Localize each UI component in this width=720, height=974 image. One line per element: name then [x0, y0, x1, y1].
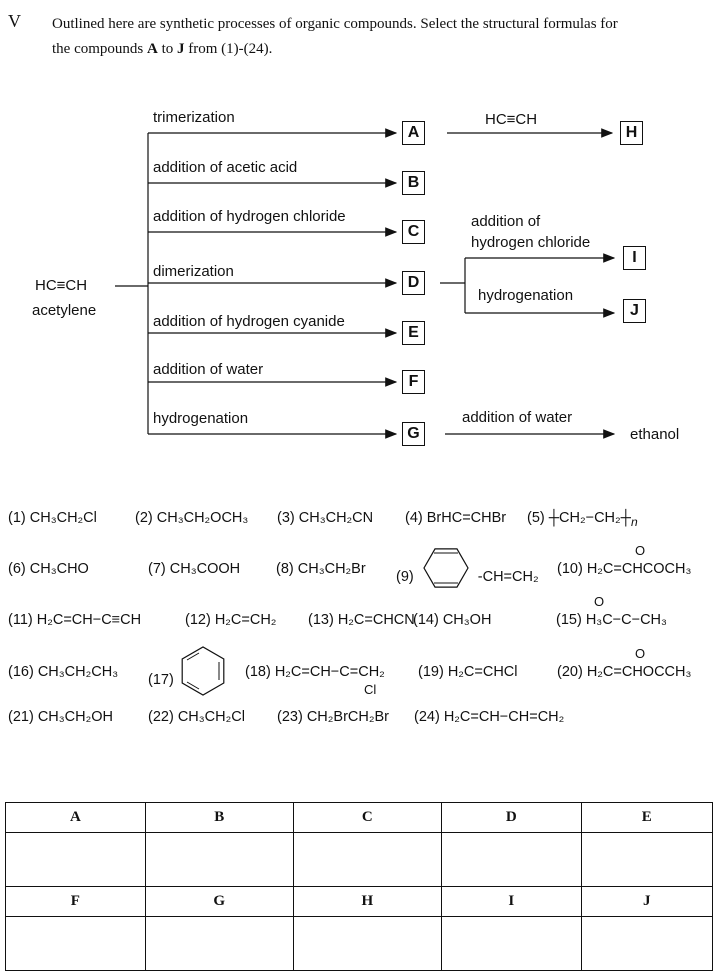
- diagram-lines: [0, 0, 720, 460]
- compound-4: [405, 510, 506, 526]
- d-to-i-label: addition of: [471, 213, 541, 230]
- compound-number: (14): [413, 612, 439, 628]
- benzene-ring-icon: [418, 543, 478, 593]
- branch-label: hydrogenation: [153, 410, 249, 427]
- compound-formula: CH₃CHO: [29, 561, 89, 577]
- compound-number: (22): [148, 709, 174, 725]
- compound-15: [556, 594, 667, 628]
- compound-number: (16): [8, 664, 34, 680]
- compound-2: [135, 510, 248, 526]
- a-to-h-label: HC≡CH: [485, 111, 538, 128]
- header-B: B: [145, 803, 293, 833]
- header-C: C: [293, 803, 441, 833]
- compound-number: (11): [8, 612, 33, 628]
- benzene-ring-icon: [178, 646, 228, 696]
- compound-formula: CH₂−CH₂: [559, 510, 621, 526]
- compound-3: [277, 510, 373, 526]
- compound-18: [245, 664, 385, 697]
- compound-number: (17): [148, 671, 174, 688]
- compound-number: (20): [557, 664, 583, 680]
- d-to-j-label: hydrogenation: [478, 287, 574, 304]
- header-D: D: [441, 803, 581, 833]
- compound-13: [308, 612, 415, 628]
- box-C: C: [402, 220, 425, 244]
- header-F: F: [6, 887, 146, 917]
- header-E: E: [581, 803, 712, 833]
- question-text-line1: Outlined here are synthetic processes of organic compounds. Select the structural formulas for: [52, 16, 618, 32]
- box-F: F: [402, 370, 425, 394]
- compound-21: [8, 709, 113, 725]
- compound-formula: H₂C=CH−C≡CH: [36, 612, 142, 628]
- compound-formula: CH₃OH: [442, 612, 492, 628]
- ethanol-product: ethanol: [630, 426, 680, 443]
- compound-14: [413, 612, 491, 628]
- compound-12: [185, 612, 276, 628]
- compound-formula: CH₃CH₂OCH₃: [156, 510, 249, 526]
- compound-6: [8, 561, 89, 577]
- compound-number: (5): [527, 510, 545, 526]
- repeat-subscript: n: [630, 514, 638, 529]
- carbonyl-oxygen: O: [635, 543, 646, 558]
- compound-10: [557, 543, 692, 577]
- header-H: H: [293, 887, 441, 917]
- compound-11: [8, 612, 141, 628]
- compound-formula: CH₃CH₂Br: [297, 561, 366, 577]
- compound-formula: BrHC=CHBr: [426, 510, 507, 526]
- compound-number: (13): [308, 612, 334, 628]
- bracket-icon: ┼: [548, 510, 560, 526]
- compound-17: [148, 664, 228, 696]
- answer-cell-E[interactable]: [581, 833, 712, 887]
- start-formula: HC≡CH: [35, 277, 88, 294]
- compound-formula: H₂C=CH−CH=CH₂: [443, 709, 565, 725]
- compound-formula: CH₃CH₂Cl: [177, 709, 245, 725]
- compound-22: [148, 709, 245, 725]
- branch-label: addition of acetic acid: [153, 159, 298, 176]
- text: the compounds: [52, 41, 147, 57]
- header-J: J: [581, 887, 712, 917]
- compound-20: [557, 646, 692, 680]
- box-B: B: [402, 171, 425, 195]
- question-number: V: [8, 11, 21, 31]
- branch-label: addition of hydrogen chloride: [153, 208, 346, 225]
- compound-8: [276, 561, 366, 577]
- start-name: acetylene: [32, 302, 97, 319]
- branch-label: trimerization: [153, 109, 235, 126]
- compound-formula: CH₃COOH: [169, 561, 241, 577]
- chlorine-substituent: Cl: [364, 682, 377, 697]
- header-G: G: [145, 887, 293, 917]
- compound-number: (8): [276, 561, 294, 577]
- compound-16: [8, 664, 118, 680]
- box-A: A: [402, 121, 425, 145]
- compound-number: (10): [557, 561, 583, 577]
- compound-number: (24): [414, 709, 440, 725]
- compound-1: [8, 510, 97, 526]
- compound-formula: H₂C=CHCN: [337, 612, 415, 628]
- compound-number: (21): [8, 709, 34, 725]
- compound-number: (12): [185, 612, 211, 628]
- answer-cell-A[interactable]: [6, 833, 146, 887]
- compound-24: [414, 709, 564, 725]
- compound-formula: CH₃CH₂OH: [37, 709, 113, 725]
- text: from (1)-(24).: [184, 41, 273, 57]
- branch-label: addition of hydrogen cyanide: [153, 313, 345, 330]
- compound-number: (18): [245, 664, 271, 680]
- branch-label: addition of water: [153, 361, 264, 378]
- compound-number: (6): [8, 561, 26, 577]
- text: to: [157, 41, 178, 57]
- compound-number: (15): [556, 612, 582, 628]
- compound-number: (23): [277, 709, 303, 725]
- compound-formula: -CH=CH₂: [477, 568, 539, 585]
- compound-23: [277, 709, 389, 725]
- box-I: I: [623, 246, 646, 270]
- compound-formula: H₂C=CHOCCH₃: [586, 664, 692, 680]
- carbonyl-oxygen: O: [594, 594, 605, 609]
- answer-table: [5, 802, 713, 971]
- compound-number: (19): [418, 664, 444, 680]
- compound-5: [527, 510, 638, 529]
- box-E: E: [402, 321, 425, 345]
- answer-cell-H[interactable]: [293, 917, 441, 971]
- compound-formula: CH₃CH₂CH₃: [37, 664, 119, 680]
- compound-number: (2): [135, 510, 153, 526]
- branch-label: dimerization: [153, 263, 234, 280]
- compound-19: [418, 664, 518, 680]
- answer-cell-G[interactable]: [145, 917, 293, 971]
- box-J: J: [623, 299, 646, 323]
- compound-formula: H₂C=CH−C=CH₂: [274, 664, 385, 680]
- carbonyl-oxygen: O: [635, 646, 646, 661]
- answer-cell-C[interactable]: [293, 833, 441, 887]
- g-to-ethanol-label: addition of water: [462, 409, 573, 426]
- compound-number: (9): [396, 568, 414, 585]
- d-to-i-label: hydrogen chloride: [471, 234, 591, 251]
- header-A: A: [6, 803, 146, 833]
- answer-cell-F[interactable]: [6, 917, 146, 971]
- answer-cell-D[interactable]: [441, 833, 581, 887]
- compound-formula: H₂C=CH₂: [214, 612, 277, 628]
- box-D: D: [402, 271, 425, 295]
- compound-number: (4): [405, 510, 423, 526]
- compound-9: [396, 561, 539, 593]
- compound-formula: H₃C−C−CH₃: [585, 612, 667, 628]
- compound-formula: CH₃CH₂Cl: [29, 510, 97, 526]
- compound-formula: CH₃CH₂CN: [298, 510, 374, 526]
- box-G: G: [402, 422, 425, 446]
- header-I: I: [441, 887, 581, 917]
- answer-cell-J[interactable]: [581, 917, 712, 971]
- answer-cell-I[interactable]: [441, 917, 581, 971]
- compound-formula: H₂C=CHCl: [447, 664, 518, 680]
- text: J: [177, 41, 185, 57]
- compound-number: (3): [277, 510, 295, 526]
- compound-number: (1): [8, 510, 26, 526]
- answer-cell-B[interactable]: [145, 833, 293, 887]
- bracket-icon: ┼: [620, 510, 631, 526]
- box-H: H: [620, 121, 643, 145]
- compound-formula: CH₂BrCH₂Br: [306, 709, 389, 725]
- compound-formula: H₂C=CHCOCH₃: [586, 561, 692, 577]
- text: A: [147, 41, 158, 57]
- compound-7: [148, 561, 240, 577]
- compound-number: (7): [148, 561, 166, 577]
